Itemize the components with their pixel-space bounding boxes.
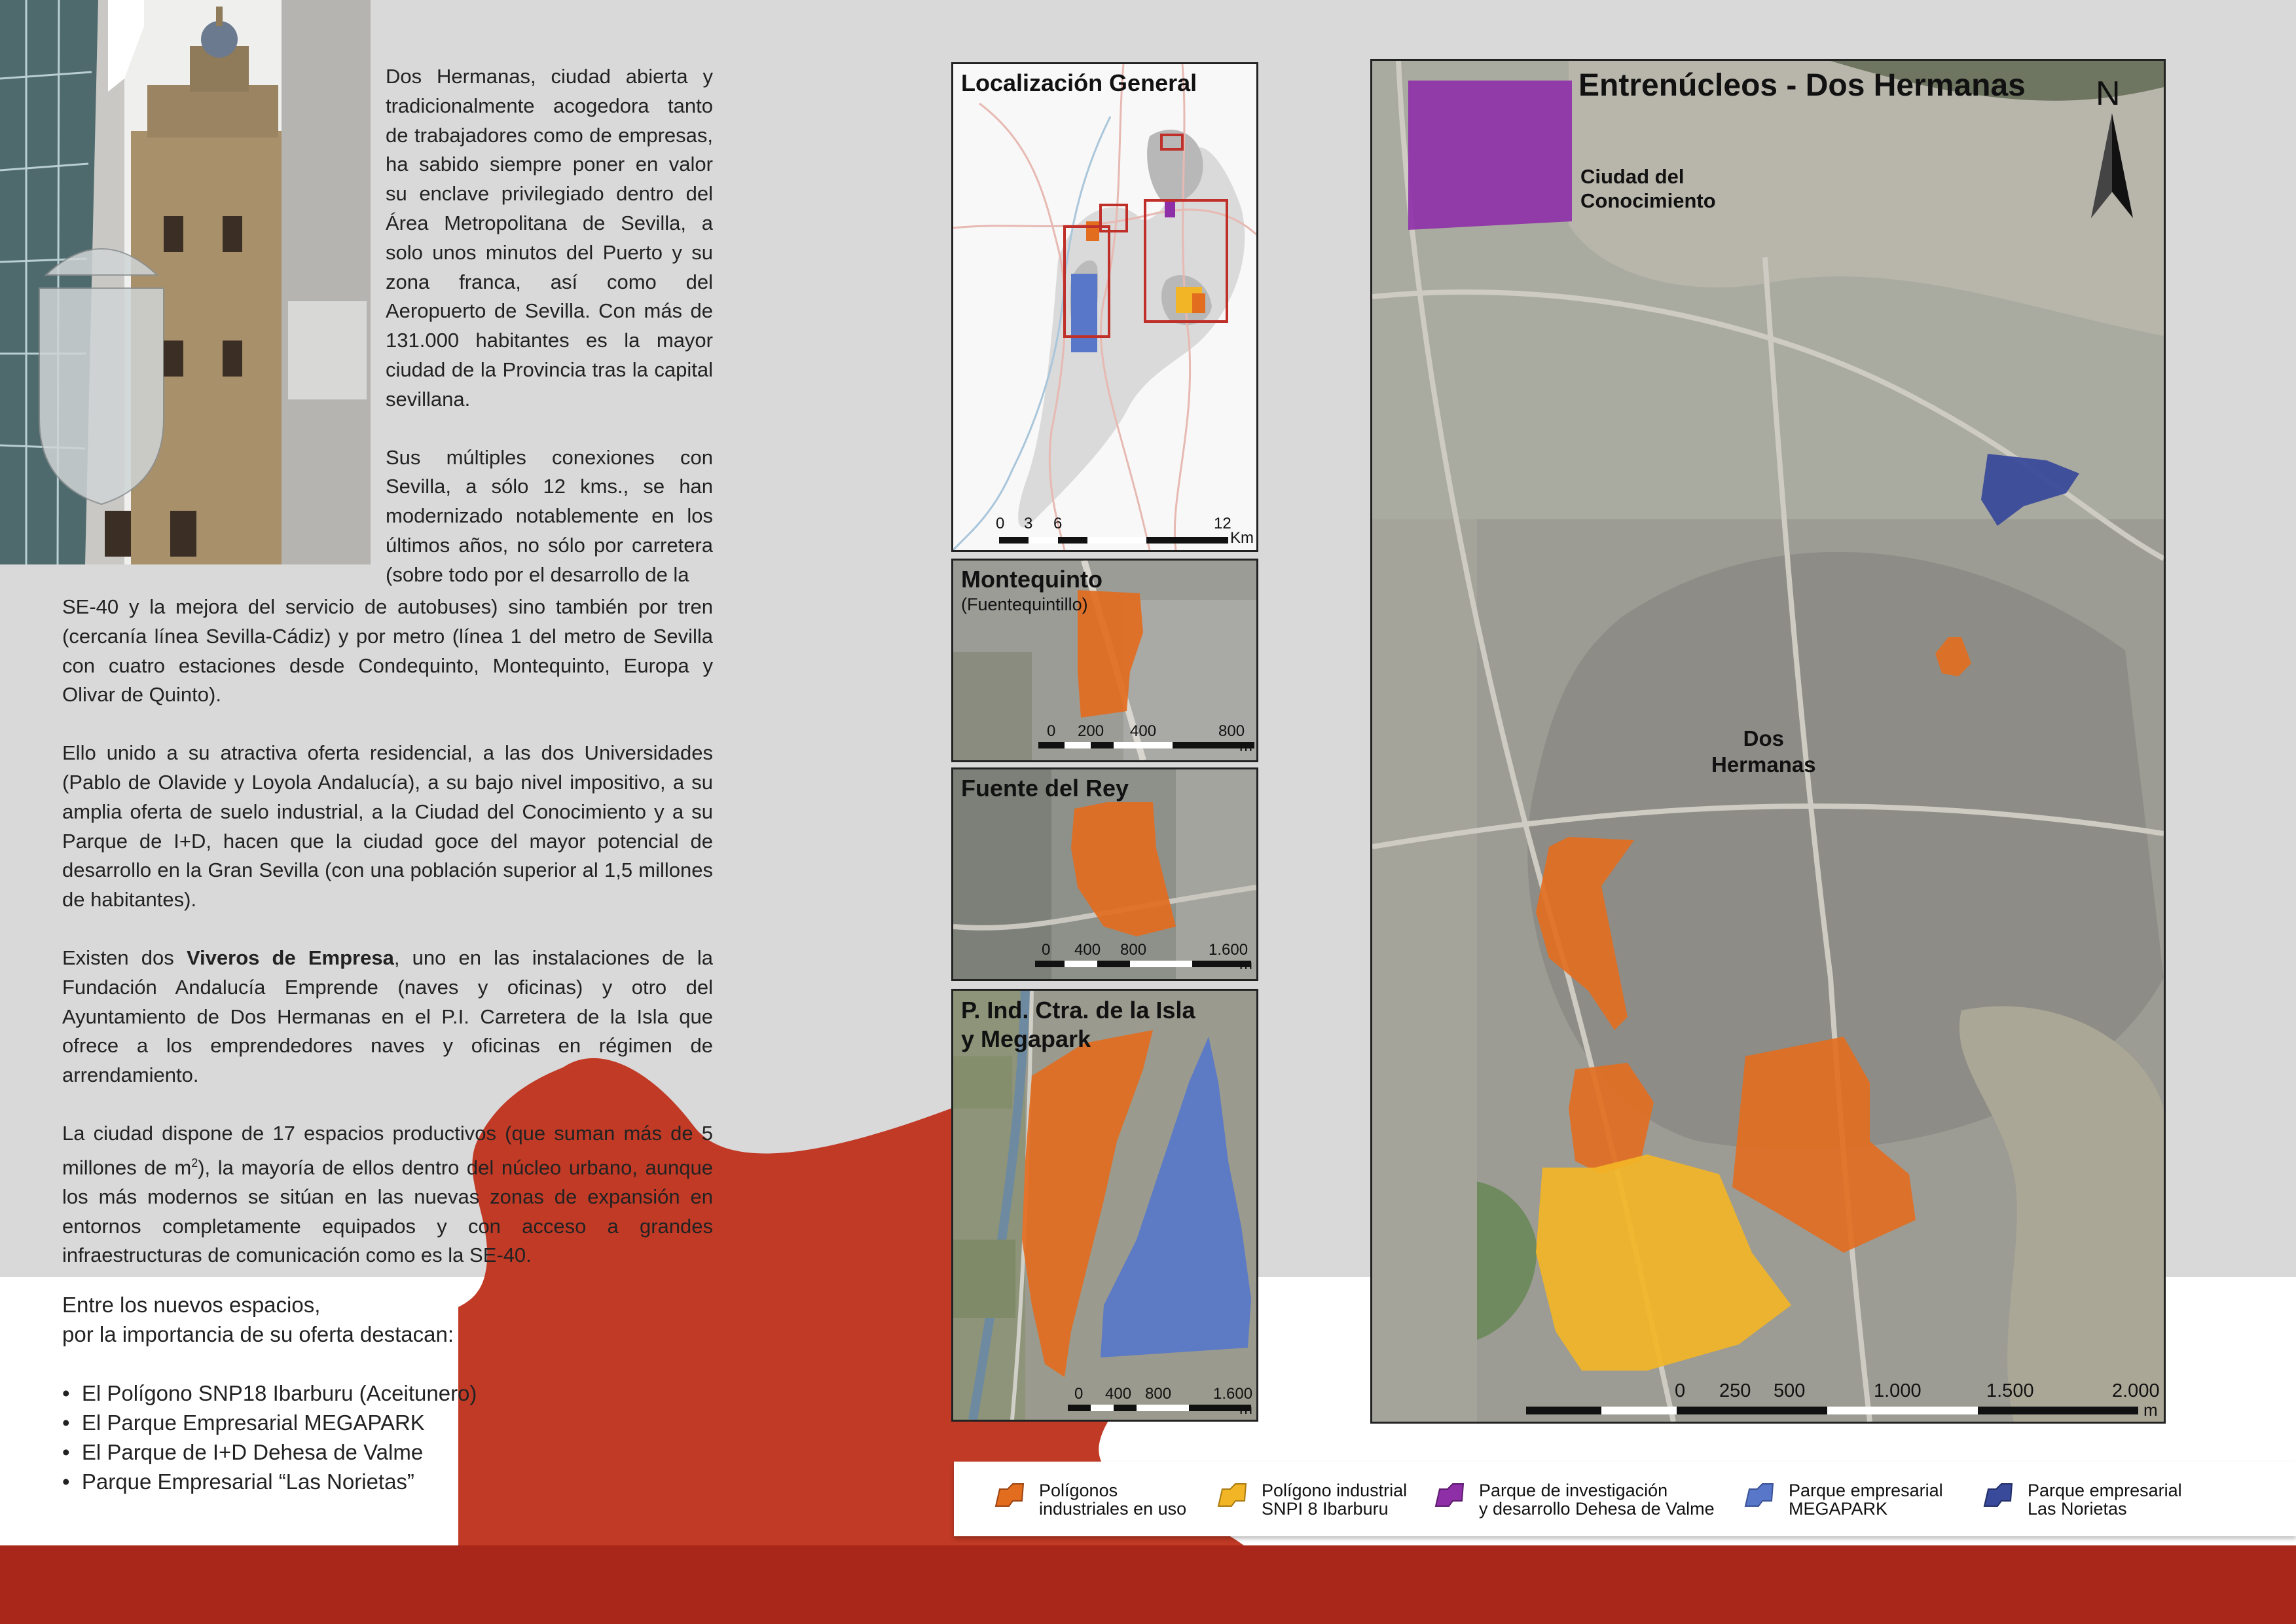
scale-tick: 1.600 [1209,941,1248,959]
p5-sup: 2 [191,1156,198,1170]
scale-tick: 12 [1214,515,1231,532]
scale-tick: 250 [1719,1380,1751,1401]
scale-unit: Km [1230,529,1254,547]
legend-line1: Parque empresarial [2028,1481,2182,1500]
scale-tick: 6 [1053,515,1063,532]
scale-tick: 0 [1675,1380,1686,1401]
intro-paragraph-2b: SE-40 y la mejora del servicio de autobuses) sino también por tren (cercanía línea Sevilla-Cádiz) y por metro (línea 1 del metro de Sevilla con cuatro estaciones desde Condequinto, Montequinto, Europa y Olivar de Quinto). [62,595,713,707]
legend-item [1216,1481,1407,1521]
p4-bold: Viveros de Empresa [186,946,394,969]
scale-tick: 0 [996,515,1005,532]
legend-line2: MEGAPARK [1789,1499,1888,1519]
scale-unit: m [1239,955,1252,973]
map-entrenucleos [1370,59,2166,1424]
highlight-item: • Parque Empresarial “Las Norietas” [62,1469,414,1494]
intro-paragraph-4 [62,944,713,1090]
label-ciudad-line1: Ciudad del [1580,165,1685,188]
legend-line1: Parque empresarial [1789,1481,1943,1500]
city-hall-photo [0,0,371,564]
legend-line1: Polígono industrial [1262,1481,1408,1500]
valme-swatch-icon [1433,1481,1466,1509]
highlight-item-label: Parque Empresarial “Las Norietas” [81,1469,414,1494]
scale-tick: 800 [1218,722,1245,740]
scale-tick: 400 [1130,722,1157,740]
industrial-swatch-icon [993,1481,1026,1509]
highlight-item-label: El Parque de I+D Dehesa de Valme [81,1440,424,1464]
legend-item [1433,1481,1715,1521]
isla-title-line2: y Megapark [961,1025,1091,1052]
intro-paragraph-2a: Sus múltiples conexiones con Sevilla, a sólo 12 kms., se han modernizado notablemente en los últimos años, no sólo por carretera (sobre todo por el desarrollo de la [386,445,713,586]
scale-tick: 400 [1074,941,1101,959]
map-isla-megapark [951,989,1258,1422]
highlights-intro-2: por la importancia de su oferta destacan: [62,1322,454,1346]
megapark-swatch-icon [1743,1481,1776,1509]
legend-line2: Las Norietas [2028,1499,2127,1519]
isla-title [961,996,1195,1054]
label-dos-hermanas [1711,726,1816,778]
legend-label [1039,1481,1186,1518]
scale-tick: 800 [1145,1385,1172,1403]
scale-unit: m [1239,1400,1252,1418]
scale-unit: m [1239,737,1252,755]
legend-line2: y desarrollo Dehesa de Valme [1479,1499,1715,1519]
norietas-swatch-icon [1982,1481,2014,1509]
label-ciudad-conocimiento [1580,164,1716,213]
intro-paragraph-1-col [386,62,713,590]
map-general-canvas [953,64,1256,550]
scale-tick: 2.000 [2112,1380,2160,1401]
highlight-item: • El Polígono SNP18 Ibarburu (Aceitunero) [62,1381,477,1405]
p5-post: ), la mayoría de ellos dentro del núcleo urbano, aunque los más modernos se sitúan en las nuevas zonas de expansión en entornos completamente equipados y con acceso a grandes infraestructuras de comunicación como es la SE-40. [62,1156,714,1267]
scale-tick: 200 [1078,722,1104,740]
ibarburu-swatch-icon [1216,1481,1248,1509]
red-bottom-band [0,1545,2296,1624]
label-dh-line1: Dos [1743,726,1784,750]
legend-label [2028,1481,2182,1518]
highlight-item: • El Parque Empresarial MEGAPARK [62,1411,425,1435]
p4-pre: Existen dos [62,946,187,969]
highlights-block [62,1290,651,1496]
highlight-item: • El Parque de I+D Dehesa de Valme [62,1440,424,1464]
legend-label [1262,1481,1407,1518]
scale-tick: 0 [1042,941,1051,959]
legend-line1: Parque de investigación [1479,1481,1668,1500]
legend-line2: industriales en uso [1039,1499,1187,1519]
scale-tick: 800 [1120,941,1147,959]
scale-unit: m [2143,1400,2158,1420]
montequinto-title: Montequinto [961,566,1102,593]
fuente-rey-title: Fuente del Rey [961,775,1129,802]
montequinto-subtitle: (Fuentequintillo) [961,595,1088,614]
legend-line1: Polígonos [1039,1481,1118,1500]
scale-tick: 0 [1074,1385,1084,1403]
legend-item [1743,1481,1943,1521]
map-montequinto [951,559,1258,762]
legend-line2: SNPI 8 Ibarburu [1262,1499,1389,1519]
scale-tick: 0 [1047,722,1056,740]
intro-wide-col [62,593,713,1299]
intro-paragraph-5 [62,1119,713,1270]
scale-tick: 1.000 [1874,1380,1922,1401]
main-map-title: Entrenúcleos - Dos Hermanas [1578,68,2026,103]
scale-tick: 3 [1024,515,1033,532]
legend-label [1479,1481,1715,1518]
p5-pre: La ciudad dispone de 17 espacios productivos (que suman más de 5 millones de m [62,1121,713,1179]
highlights-intro-1: Entre los nuevos espacios, [62,1293,321,1317]
label-ciudad-line2: Conocimiento [1580,189,1716,212]
map-general-title: Localización General [961,69,1197,96]
map-general [951,62,1258,552]
scale-tick: 1.600 [1213,1385,1253,1403]
p4-post: , uno en las instalaciones de la Fundación Andalucía Emprende (naves y oficinas) y otro del Ayuntamiento de Dos Hermanas en el P.I. Carretera de la Isla que ofrece a los emprendedores naves y oficinas en régimen de arrendamiento. [62,946,713,1087]
legend-label [1789,1481,1943,1518]
scale-tick: 1.500 [1986,1380,2034,1401]
map-legend [954,1462,2296,1536]
isla-aerial [953,991,1256,1420]
legend-item [993,1481,1186,1521]
map-fuente-rey [951,767,1258,981]
scale-tick: 400 [1105,1385,1132,1403]
north-arrow-icon: N [2096,75,2121,113]
intro-paragraph-1: Dos Hermanas, ciudad abierta y tradicionalmente acogedora tanto de trabajadores como de empresas, ha sabido siempre poner en valor su enclave privilegiado dentro del Área Metropolitana de Sevilla, a solo unos minutos del Puerto y su zona franca, así como del Aeropuerto de Sevilla. Con más de 131.000 habitantes es la mayor ciudad de la Provincia tras la capital sevillana. [386,65,713,411]
scale-tick: 500 [1774,1380,1806,1401]
intro-paragraph-3: Ello unido a su atractiva oferta residencial, a las dos Universidades (Pablo de Olavide y Loyola Andalucía), a su bajo nivel impositivo, a su amplia oferta de suelo industrial, a la Ciudad del Conocimiento y a su Parque de I+D, hacen que la ciudad goce del mayor potencial de desarrollo en la Gran Sevilla (con una población superior al 1,5 millones de habitantes). [62,741,713,912]
isla-title-line1: P. Ind. Ctra. de la Isla [961,997,1195,1024]
highlight-item-label: El Polígono SNP18 Ibarburu (Aceitunero) [81,1381,477,1405]
legend-item [1982,1481,2182,1521]
highlight-item-label: El Parque Empresarial MEGAPARK [81,1411,425,1435]
label-dh-line2: Hermanas [1711,752,1816,777]
